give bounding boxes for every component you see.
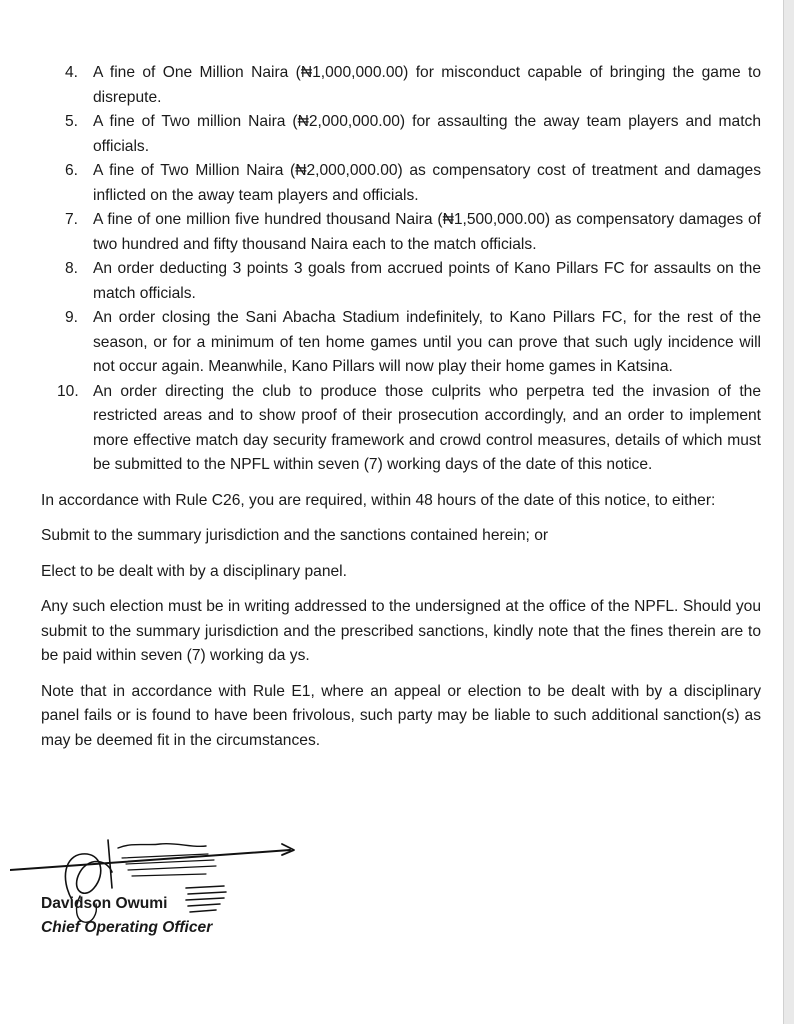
item-number: 4. [65,64,79,81]
signatory-title: Chief Operating Officer [41,919,213,936]
page-edge [783,0,794,1024]
item-number: 6. [65,162,79,179]
rule-c26-paragraph: In accordance with Rule C26, you are required, within 48 hours of the date of this notice, to either: [41,491,716,509]
list-item [41,380,761,478]
item-text: An order closing the Sani Abacha Stadium indefinitely, to Kano Pillars FC, for the rest of the season, or for a minimum of ten home games until you can prove that such ugly incidence will not occur again. Meanwhile, Kano Pillars will now play their home games in Katsina. [93,309,761,375]
item-number: 7. [65,211,79,228]
item-text: An order directing the club to produce those culprits who perpetra ted the invasion of the restricted areas and to show proof of their prosecution accordingly, and an order to implement more effective match day security framework and crowd control measures, details of which must be submitted to the NPFL within seven (7) working days of the date of this notice. [93,382,761,473]
list-item [41,208,761,257]
signatory-name: Davidson Owumi [41,895,168,912]
submit-paragraph: Submit to the summary jurisdiction and the sanctions contained herein; or [41,527,549,544]
item-text: A fine of Two million Naira (₦2,000,000.00) for assaulting the away team players and match officials. [93,113,761,155]
item-number: 8. [65,260,79,277]
list-item [41,159,761,208]
document-body [41,61,761,764]
rule-e1-paragraph: Note that in accordance with Rule E1, where an appeal or election to be dealt with by a disciplinary panel fails or is found to have been frivolous, such party may be liable to such additional sanction(s) as may be deemed fit in the circumstances. [41,682,761,749]
item-text: An order deducting 3 points 3 goals from accrued points of Kano Pillars FC for assaults on the match officials. [93,260,761,302]
item-number: 10. [57,382,79,400]
list-item [41,257,761,306]
list-item [41,306,761,380]
item-number: 5. [65,113,79,130]
item-text: A fine of one million five hundred thousand Naira (₦1,500,000.00) as compensatory damages of two hundred and fifty thousand Naira each to the match officials. [93,211,761,253]
list-item [41,110,761,159]
signature-block [10,828,330,948]
sanctions-list [41,61,761,478]
list-item [41,61,761,110]
elect-paragraph: Elect to be dealt with by a disciplinary panel. [41,562,347,580]
item-number: 9. [65,309,79,326]
election-paragraph: Any such election must be in writing addressed to the undersigned at the office of the NPFL. Should you submit to the summary jurisdiction and the prescribed sanctions, kindly note that the fines therein are to be paid within seven (7) working da ys. [41,598,761,664]
item-text: A fine of One Million Naira (₦1,000,000.00) for misconduct capable of bringing the game to disrepute. [93,64,761,106]
item-text: A fine of Two Million Naira (₦2,000,000.00) as compensatory cost of treatment and damages inflicted on the away team players and officials. [93,162,761,204]
